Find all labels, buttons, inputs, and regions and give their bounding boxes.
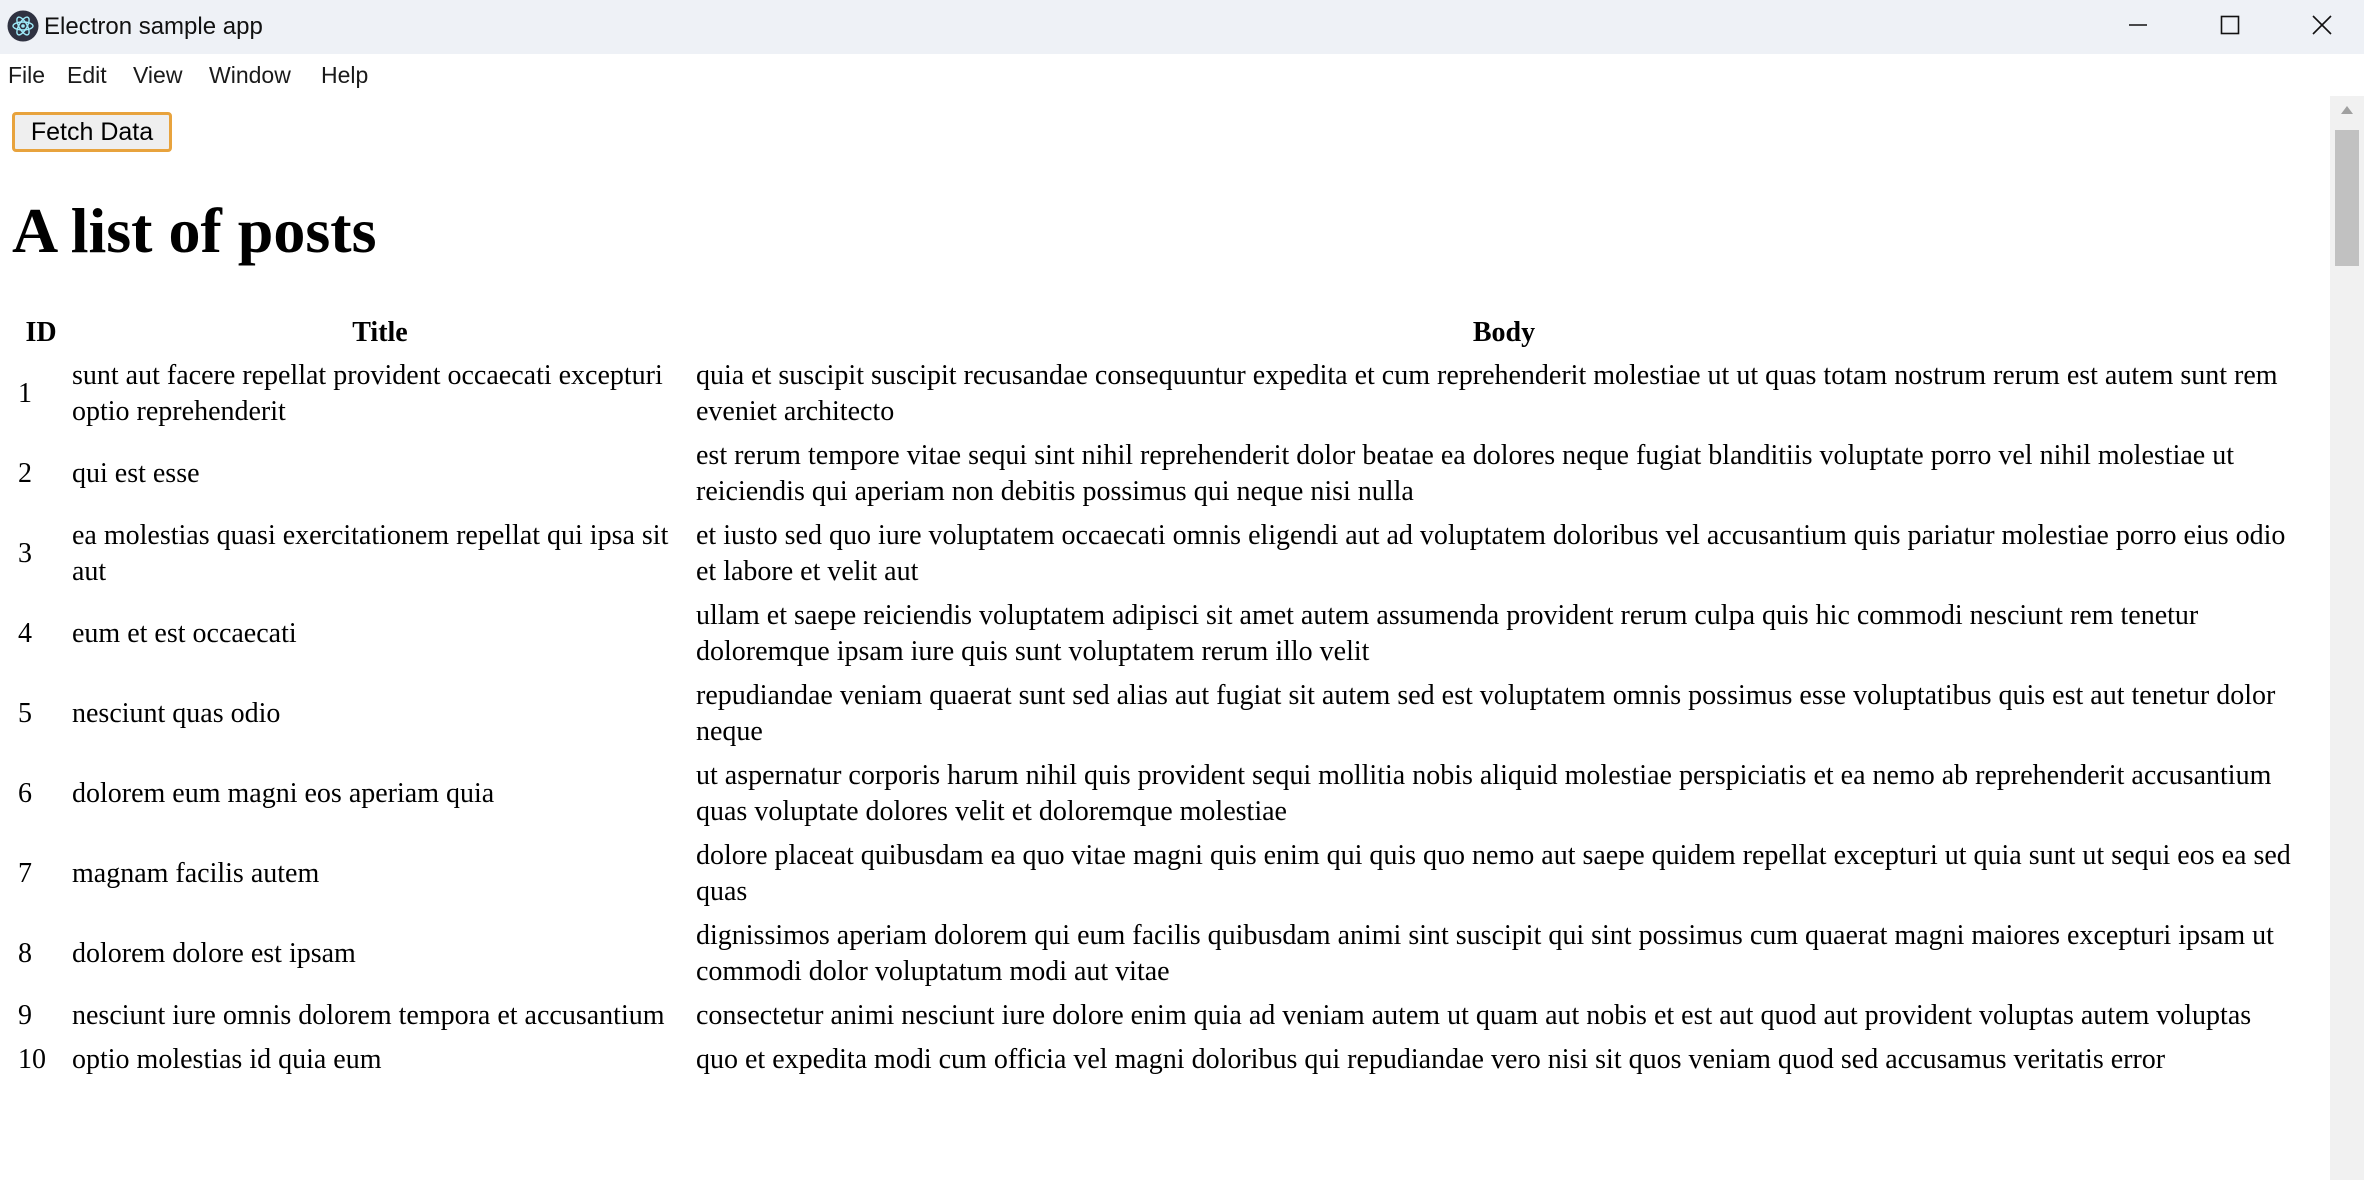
cell-body: dolore placeat quibusdam ea quo vitae magni quis enim qui quis quo nemo aut saepe quidem repellat excepturi ut quia sunt ut sequi eos ea sed quas: [696, 840, 2291, 907]
scroll-up-button[interactable]: [2330, 96, 2364, 126]
table-row: [16, 916, 2314, 992]
electron-logo-icon: [7, 10, 39, 42]
scroll-up-arrow-icon: [2340, 102, 2354, 120]
menu-bar: [0, 54, 2364, 96]
page-content: [0, 96, 2330, 1180]
minimize-icon: [2127, 14, 2149, 41]
table-row: [16, 356, 2314, 432]
cell-title: ea molestias quasi exercitationem repellat qui ipsa sit aut: [72, 520, 669, 587]
table-row: [16, 756, 2314, 832]
maximize-icon: [2219, 14, 2241, 41]
table-row: [16, 676, 2314, 752]
cell-body: et iusto sed quo iure voluptatem occaecati omnis eligendi aut ad voluptatem doloribus vel accusantium quis pariatur molestiae porro eius odio et labore et velit aut: [696, 520, 2286, 587]
table-row: [16, 516, 2314, 592]
table-row: [16, 436, 2314, 512]
fetch-data-button[interactable]: Fetch Data: [12, 112, 172, 152]
close-icon: [2311, 14, 2333, 41]
cell-body: ullam et saepe reiciendis voluptatem adipisci sit amet autem assumenda provident rerum culpa quis hic commodi nesciunt rem tenetur doloremque ipsam iure quis sunt voluptatem rerum illo velit: [696, 600, 2199, 667]
table-row: [16, 1040, 2314, 1080]
menu-view[interactable]: View: [133, 62, 183, 88]
cell-id: 7: [18, 858, 32, 889]
menu-file[interactable]: File: [8, 62, 46, 88]
column-header-id: ID: [25, 317, 57, 348]
cell-title: sunt aut facere repellat provident occaecati excepturi optio reprehenderit: [72, 360, 663, 427]
scrollbar-thumb[interactable]: [2335, 130, 2359, 266]
cell-id: 3: [18, 538, 32, 569]
cell-body: est rerum tempore vitae sequi sint nihil reprehenderit dolor beatae ea dolores neque fugiat blanditiis voluptate porro vel nihil molestiae ut reiciendis qui aperiam non debitis possimus qui neque nisi nulla: [696, 440, 2234, 507]
table-header-row: [16, 314, 2314, 352]
cell-body: consectetur animi nesciunt iure dolore enim quia ad veniam autem ut quam aut nobis et est aut quod aut provident voluptas autem voluptas: [696, 1000, 2252, 1031]
table-row: [16, 596, 2314, 672]
vertical-scrollbar[interactable]: [2330, 96, 2364, 1180]
cell-body: quia et suscipit suscipit recusandae consequuntur expedita et cum reprehenderit molestiae ut ut quas totam nostrum rerum est autem sunt rem eveniet architecto: [696, 360, 2278, 427]
cell-title: magnam facilis autem: [72, 858, 320, 889]
cell-title: optio molestias id quia eum: [72, 1044, 382, 1075]
cell-id: 6: [18, 778, 32, 809]
page-title: A list of posts: [12, 195, 377, 266]
cell-body: ut aspernatur corporis harum nihil quis provident sequi mollitia nobis aliquid molestiae perspiciatis et ea nemo ab reprehenderit accusantium quas voluptate dolores velit et doloremque molestiae: [696, 760, 2272, 827]
close-button[interactable]: [2276, 0, 2364, 54]
column-header-body: Body: [1472, 317, 1536, 348]
title-bar[interactable]: [0, 0, 2364, 54]
table-row: [16, 836, 2314, 912]
cell-title: eum et est occaecati: [72, 618, 297, 649]
cell-id: 4: [18, 618, 32, 649]
cell-title: qui est esse: [72, 458, 200, 489]
cell-title: dolorem eum magni eos aperiam quia: [72, 778, 495, 809]
menu-window[interactable]: Window: [209, 62, 291, 88]
maximize-button[interactable]: [2184, 0, 2276, 54]
cell-body: dignissimos aperiam dolorem qui eum facilis quibusdam animi sint suscipit qui sint possimus cum quaerat magni maiores excepturi ipsam ut commodi dolor voluptatum modi aut vitae: [696, 920, 2274, 987]
menu-help[interactable]: Help: [321, 62, 369, 88]
cell-title: dolorem dolore est ipsam: [72, 938, 356, 969]
cell-title: nesciunt iure omnis dolorem tempora et accusantium: [72, 1000, 665, 1031]
cell-id: 2: [18, 458, 32, 489]
posts-table: [12, 310, 2318, 1084]
cell-id: 5: [18, 698, 32, 729]
minimize-button[interactable]: [2092, 0, 2184, 54]
window-title: Electron sample app: [44, 13, 263, 40]
cell-id: 8: [18, 938, 32, 969]
table-row: [16, 996, 2314, 1036]
column-header-title: Title: [352, 317, 408, 348]
cell-title: nesciunt quas odio: [72, 698, 281, 729]
cell-id: 10: [18, 1044, 46, 1075]
cell-body: repudiandae veniam quaerat sunt sed alias aut fugiat sit autem sed est voluptatem omnis possimus esse voluptatibus quis est aut tenetur dolor neque: [696, 680, 2276, 747]
cell-body: quo et expedita modi cum officia vel magni doloribus qui repudiandae vero nisi sit quos veniam quod sed accusamus veritatis error: [696, 1044, 2166, 1075]
cell-id: 1: [18, 378, 32, 409]
cell-id: 9: [18, 1000, 32, 1031]
menu-edit[interactable]: Edit: [67, 62, 107, 88]
